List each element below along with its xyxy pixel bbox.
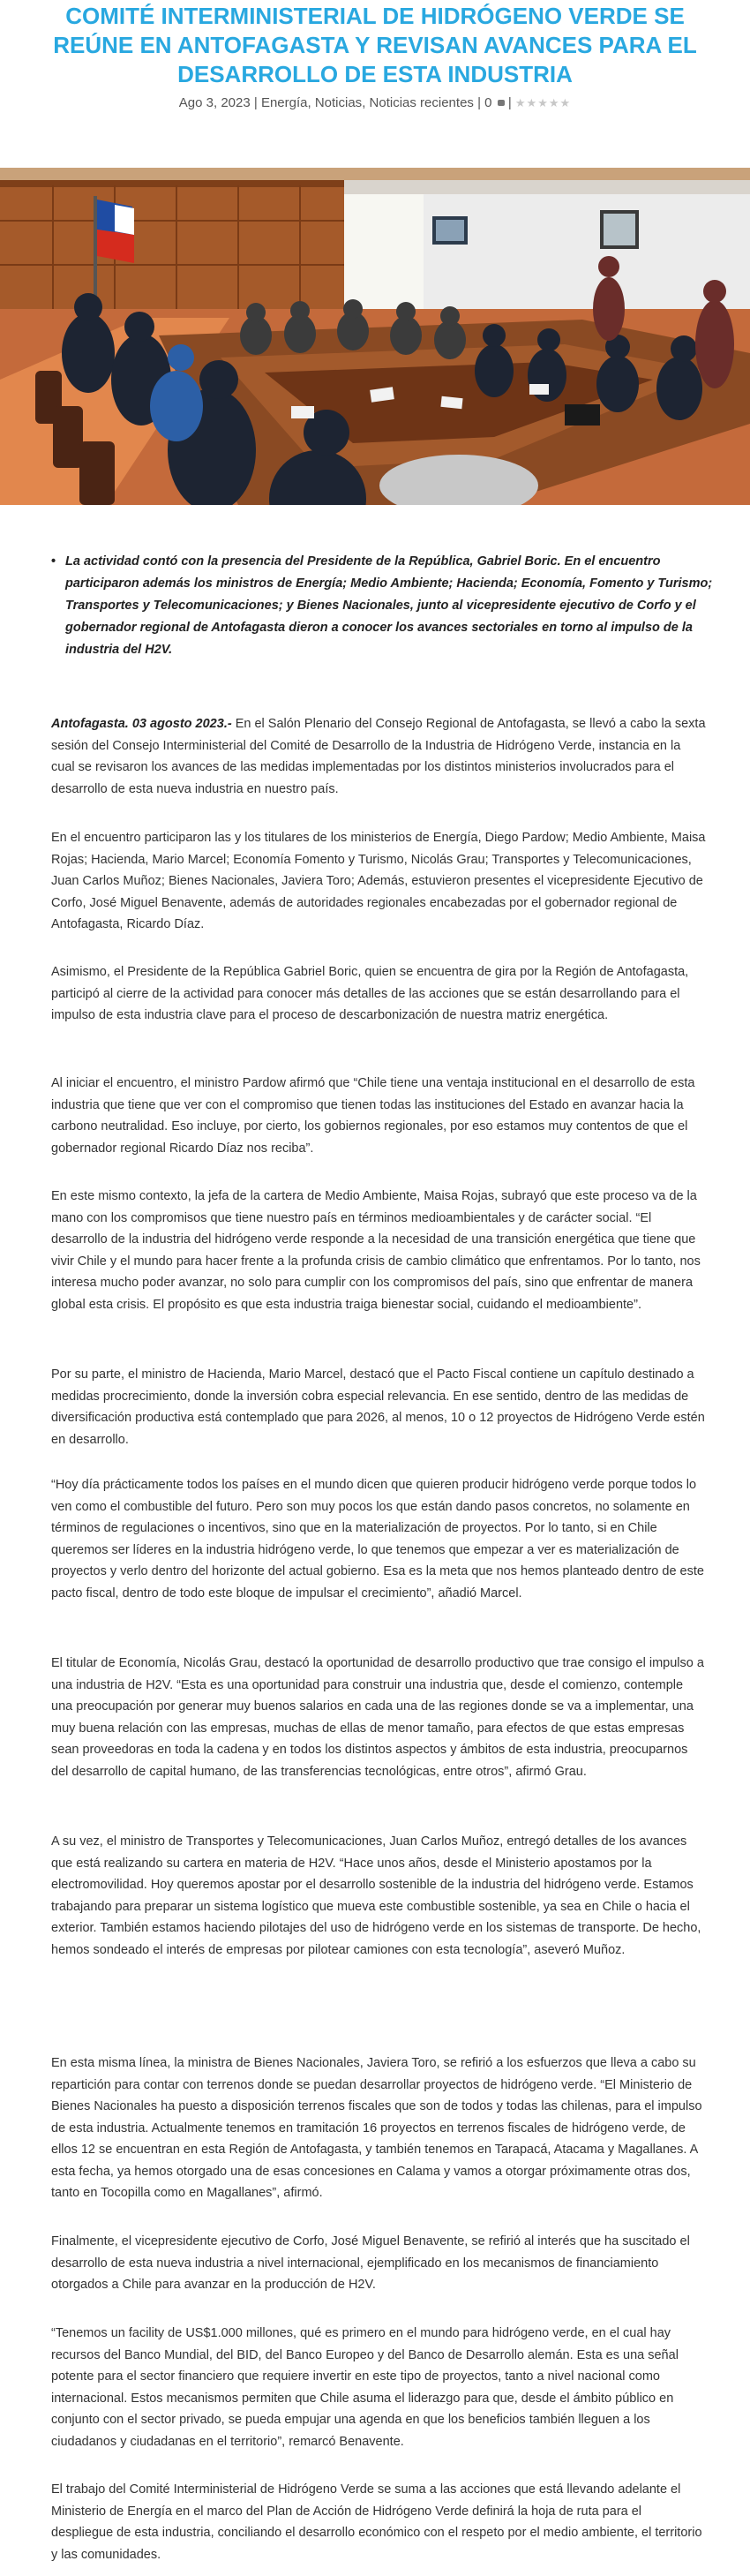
category-link-energia[interactable]: Energía xyxy=(260,95,308,110)
meta-separator: | xyxy=(504,95,515,110)
meta-separator: | xyxy=(473,95,485,110)
featured-image xyxy=(0,168,750,505)
article-paragraph: El titular de Economía, Nicolás Grau, destacó la oportunidad de desarrollo productivo que trae consigo el impulso a una industria de H2V. “Esta es una oportunidad para construir una industria que, desde el comienzo, contemple una preocupación por generar muy buenos salarios en cada una de las regiones donde se va a implementar, una muy buena relación con las empresas, muchas de ellas de menor tamaño, para efectos de que estas empresas sean proveedoras en toda la cadena y en todos los distintos aspectos y ámbitos de esta industria, preocuparnos del desarrollo de capital humano, de las transferencias tecnológicas, entre otros”, afirmó Grau. xyxy=(51,1656,704,1779)
post-meta: Ago 3, 2023 | Energía, Noticias, Noticias recientes | 0 | ★★★★★ xyxy=(178,95,572,110)
comment-count: 0 xyxy=(484,95,492,110)
article-paragraph: Finalmente, el vicepresidente ejecutivo de Corfo, José Miguel Benavente, se refirió al interés que ha suscitado el desarrollo de esta nueva industria a nivel internacional, ejemplificado en los mecanismos de financiamiento otorgados a Chile para avanzar en la producción de H2V. xyxy=(51,2234,690,2292)
article-paragraph xyxy=(51,713,706,800)
article-paragraph: “Hoy día prácticamente todos los países en el mundo dicen que quieren producir hidrógeno verde porque todos lo ven como el combustible del futuro. Pero son muy pocos los que están dando pasos concretos, no solamente en términos de regulaciones o incentivos, sino que en la materialización de proyectos. Por lo tanto, si en Chile queremos ser líderes en la industria hidrógeno verde, lo que tenemos que empezar a ver es materialización de proyectos y verlo dentro del horizonte del actual gobierno. Esa es la meta que nos hemos planteado dentro de este pacto fiscal, dentro de todo este bloque de impulsar el crecimiento”, añadió Marcel. xyxy=(51,1478,704,1601)
post-date: Ago 3, 2023 xyxy=(178,95,251,110)
article-paragraph: En el encuentro participaron las y los titulares de los ministerios de Energía, Diego Pardow; Medio Ambiente, Maisa Rojas; Hacienda, Mario Marcel; Economía Fomento y Turismo, Nicolás Grau; Transportes y Telecomunicaciones, Juan Carlos Muñoz; Bienes Nacionales, Javiera Toro; Además, estuvieron presentes el vicepresidente Ejecutivo de Corfo, José Miguel Benavente, además de autoridades regionales encabezadas por el gobernador regional de Antofagasta, Ricardo Díaz. xyxy=(51,831,706,931)
article-title: COMITÉ INTERMINISTERIAL DE HIDRÓGENO VERDE SE REÚNE EN ANTOFAGASTA Y REVISAN AVANCES PARA EL DESARROLLO DE ESTA INDUSTRIA xyxy=(53,3,697,87)
article-paragraph: Al iniciar el encuentro, el ministro Pardow afirmó que “Chile tiene una ventaja institucional en el desarrollo de esta industria que tiene que ver con el compromiso que tienen todas las instituciones del Estado en avanzar hacia la carbono neutralidad. Eso incluye, por cierto, los gobiernos regionales, por eso estamos muy contentos de que el gobernador regional Ricardo Díaz nos reciba”. xyxy=(51,1076,695,1156)
article-paragraph: “Tenemos un facility de US$1.000 millones, qué es primero en el mundo para hidrógeno verde, en el cual hay recursos del Banco Mundial, del BID, del Banco Europeo y del Banco de Desarrollo alemán. Esta es una señal potente para el sector financiero que requiere invertir en este tipo de proyectos, tanto a nivel nacional como internacional. Estos mecanismos permiten que Chile asuma el liderazgo para que, desde el ámbito público en conjunto con el sector privado, se pueda empujar una agenda en que los beneficios también lleguen a los ciudadanos y ciudadanas en el territorio”, remarcó Benavente. xyxy=(51,2326,679,2449)
category-link-noticias[interactable]: Noticias xyxy=(314,95,363,110)
article-paragraph: A su vez, el ministro de Transportes y Telecomunicaciones, Juan Carlos Muñoz, entregó detalles de los avances que está realizando su cartera en materia de H2V. “Hace unos años, desde el Ministerio apostamos por la electromovilidad. Hoy queremos apostar por el desarrollo sostenible de la industria del hidrógeno verde. Estamos trabajando para preparar un sistema logístico que mueva este combustible sostenible, ya sea en Chile o hacia el exterior. También estamos haciendo pilotajes del uso de hidrógeno verde en los sistemas de transporte. De hecho, hemos sondeado el interés de empresas por pilotear camiones con esta tecnología”, aseveró Muñoz. xyxy=(51,1834,701,1957)
article-paragraph: En este mismo contexto, la jefa de la cartera de Medio Ambiente, Maisa Rojas, subrayó que este proceso va de la mano con los compromisos que tiene nuestro país en términos medioambientales y de carácter social. “El desarrollo de la industria del hidrógeno verde responde a la necesidad de una transición energética que tiene que vivir Chile y el mundo para hacer frente a la profunda crisis de cambio climático que enfrentamos. Por lo tanto, nos interesa mucho poder avanzar, no solo para cumplir con los compromisos del país, sino que enfrentar de manera global esta crisis. El propósito es que esta industria traiga bienestar social, cuidando el medioambiente”. xyxy=(51,1189,701,1312)
article-paragraph: En esta misma línea, la ministra de Bienes Nacionales, Javiera Toro, se refirió a los esfuerzos que lleva a cabo su repartición para contar con terrenos donde se puedan desarrollar proyectos de hidrógeno verde. “El Ministerio de Bienes Nacionales ha puesto a disposición terrenos fiscales que son de todos y todas las chilenas, para el impulso de esta industria. Actualmente tenemos en tramitación 16 proyectos en terrenos fiscales de hidrógeno verde, de ellos 12 se encuentran en esta Región de Antofagasta, y también tenemos en Tarapacá, Atacama y Magallanes. A esta fecha, ya hemos otorgado una de esas concesiones en Calama y vamos a otorgar próximamente otras dos, tanto en Tocopilla como en Magallanes”, afirmó. xyxy=(51,2056,702,2200)
article-lead: • La actividad contó con la presencia del Presidente de la República, Gabriel Boric. En el encuentro participaron además los ministros de Energía; Medio Ambiente; Hacienda; Economía, Fomento y Turismo; Transportes y Telecomunicaciones; y Bienes Nacionales, junto al vicepresidente ejecutivo de Corfo y el gobernador regional de Antofagasta dieron a conocer los avances sectoriales en torno al impulso de la industria del H2V. xyxy=(53,551,718,661)
rating-stars[interactable]: ★★★★★ xyxy=(514,96,572,109)
article-paragraph-text: En el Salón Plenario del Consejo Regional de Antofagasta, se llevó a cabo la sexta sesión del Consejo Interministerial del Comité de Desarrollo de la Industria de Hidrógeno Verde, instancia en la cual se revisaron los avances de las medidas implementadas por los distintos ministerios involucrados para el desarrollo de esta nueva industria en nuestro país. xyxy=(51,717,706,796)
comment-icon xyxy=(498,100,505,106)
comments-link[interactable] xyxy=(484,95,505,110)
dateline: Antofagasta. 03 agosto 2023.- xyxy=(51,717,232,731)
category-link-noticias-recientes[interactable]: Noticias recientes xyxy=(369,95,474,110)
article-paragraph: Asimismo, el Presidente de la República Gabriel Boric, quien se encuentra de gira por la Región de Antofagasta, participó al cierre de la actividad para conocer más detalles de las acciones que se están desarrollando para el impulso de esta industria clave para el proceso de descarbonización de nuestra matriz energética. xyxy=(51,965,689,1022)
article-paragraph: Por su parte, el ministro de Hacienda, Mario Marcel, destacó que el Pacto Fiscal contiene un capítulo destinado a medidas procrecimiento, donde la inversión cobra especial relevancia. En ese sentido, dentro de las medidas de diversificación productiva está contemplado que para 2026, al menos, 10 o 12 proyectos de Hidrógeno Verde estén en desarrollo. xyxy=(51,1367,705,1447)
meta-separator: | xyxy=(250,95,261,110)
meeting-room-photo xyxy=(0,168,750,505)
article-paragraph: El trabajo del Comité Interministerial de Hidrógeno Verde se suma a las acciones que está llevando adelante el Ministerio de Energía en el marco del Plan de Acción de Hidrógeno Verde definirá la hoja de ruta para el despliegue de esta industria, conciliando el desarrollo económico con el respeto por el medio ambiente, el territorio y las comunidades. xyxy=(51,2482,702,2562)
